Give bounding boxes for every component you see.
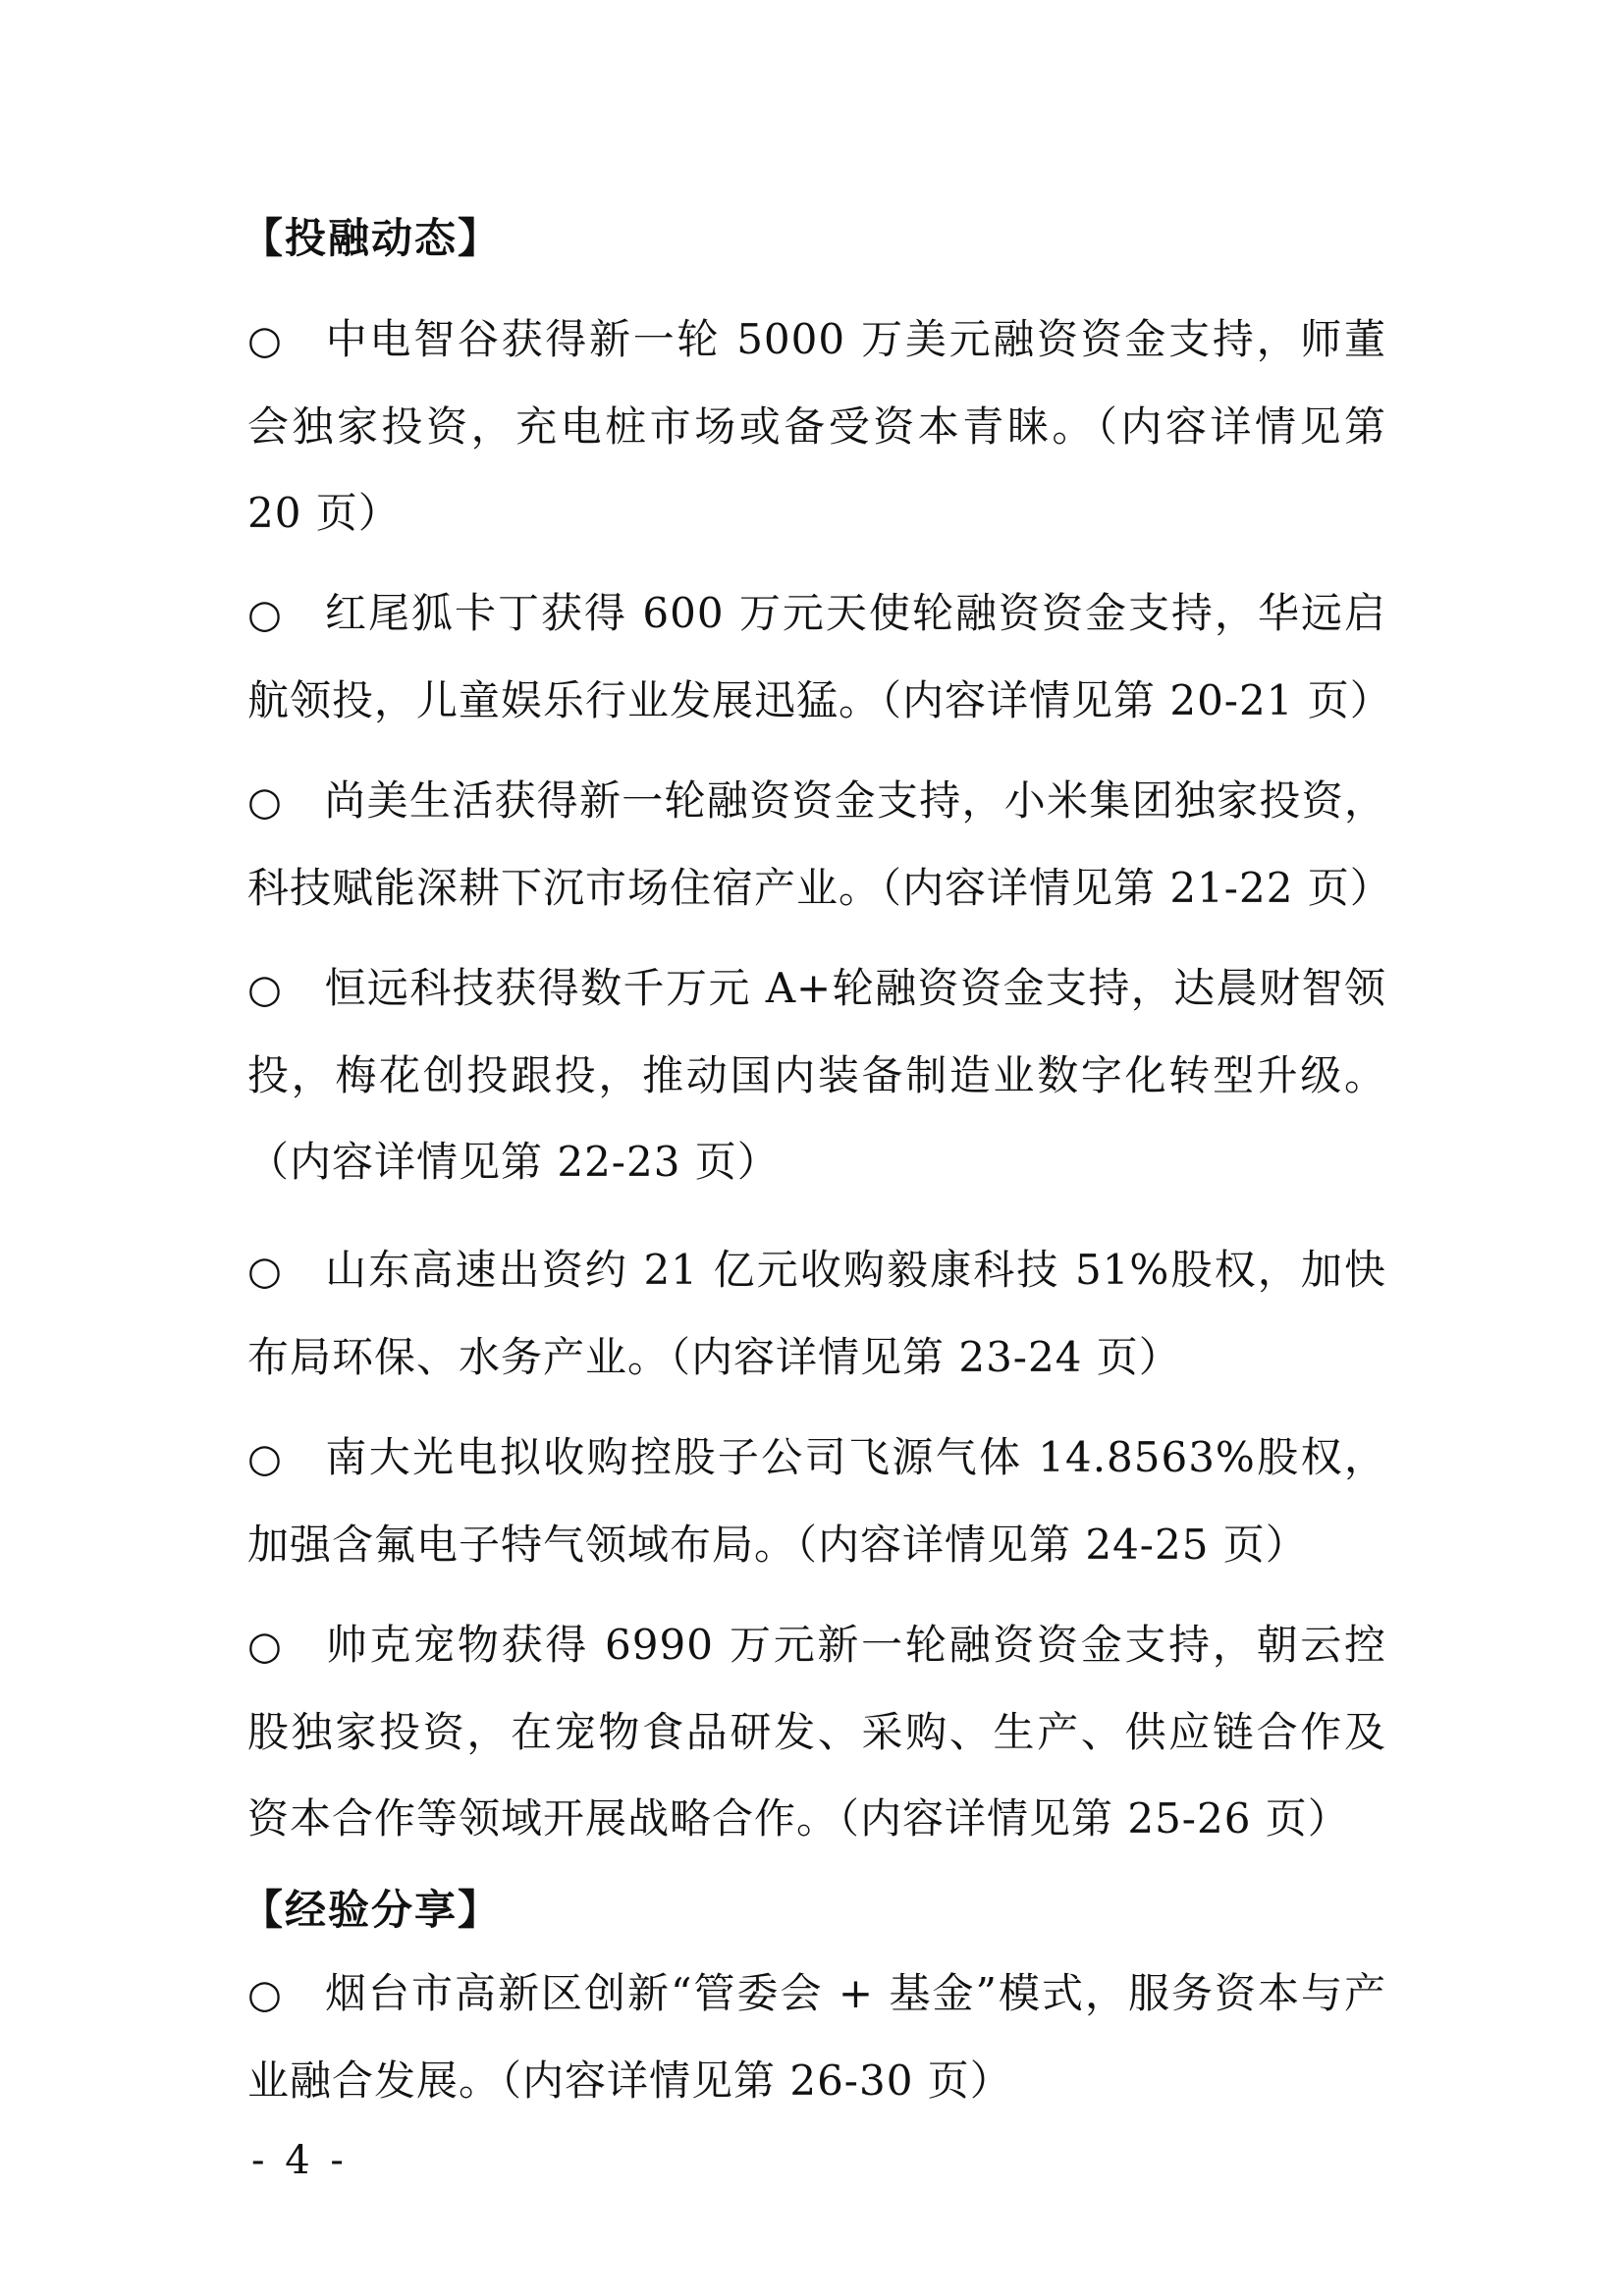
list-item	[247, 1227, 1386, 1401]
list-item-text: 中电智谷获得新一轮 5000 万美元融资资金支持，师董会独家投资，充电桩市场或备受资本青睐。（内容详情见第 20 页）	[247, 315, 1386, 537]
page-number: - 4 -	[251, 2138, 348, 2183]
list-item	[247, 570, 1392, 744]
list-item	[247, 1602, 1386, 1862]
list-item-text: 帅克宠物获得 6990 万元新一轮融资资金支持，朝云控股独家投资，在宠物食品研发、采购、生产、供应链合作及资本合作等领域开展战略合作。（内容详情见第 25-26 页）	[247, 1621, 1386, 1842]
section-heading-experience-sharing: 【经验分享】	[242, 1886, 502, 1934]
list-item-text: 烟台市高新区创新“管委会 + 基金”模式，服务资本与产业融合发展。（内容详情见第 26-30 页）	[247, 1969, 1386, 2105]
list-item	[247, 296, 1386, 557]
list-item-text: 南大光电拟收购控股子公司飞源气体 14.8563%股权，加强含氟电子特气领域布局。（内容详情见第 24-25 页）	[247, 1433, 1386, 1569]
circle-bullet-icon: ○	[247, 1972, 283, 2017]
section-heading-investment-news: 【投融动态】	[242, 214, 502, 262]
list-item	[247, 945, 1386, 1205]
list-item-text: 尚美生活获得新一轮融资资金支持，小米集团独家投资，科技赋能深耕下沉市场住宿产业。（内容详情见第 21-22 页）	[247, 776, 1392, 912]
circle-bullet-icon: ○	[247, 318, 283, 363]
circle-bullet-icon: ○	[247, 1624, 283, 1669]
list-item	[247, 1415, 1386, 1588]
circle-bullet-icon: ○	[247, 1436, 283, 1481]
list-item-text: 红尾狐卡丁获得 600 万元天使轮融资资金支持，华远启航领投，儿童娱乐行业发展迅猛。（内容详情见第 20-21 页）	[247, 589, 1392, 724]
page-content	[242, 204, 1392, 2138]
list-item-text: 山东高速出资约 21 亿元收购毅康科技 51%股权，加快布局环保、水务产业。（内容详情见第 23-24 页）	[247, 1246, 1386, 1381]
list-item-text: 恒远科技获得数千万元 A+轮融资资金支持，达晨财智领投，梅花创投跟投，推动国内装备制造业数字化转型升级。（内容详情见第 22-23 页）	[247, 964, 1386, 1186]
circle-bullet-icon: ○	[247, 592, 283, 637]
list-item	[247, 1950, 1386, 2124]
circle-bullet-icon: ○	[247, 967, 283, 1012]
circle-bullet-icon: ○	[247, 1249, 283, 1294]
circle-bullet-icon: ○	[247, 779, 283, 825]
list-item	[247, 758, 1392, 932]
